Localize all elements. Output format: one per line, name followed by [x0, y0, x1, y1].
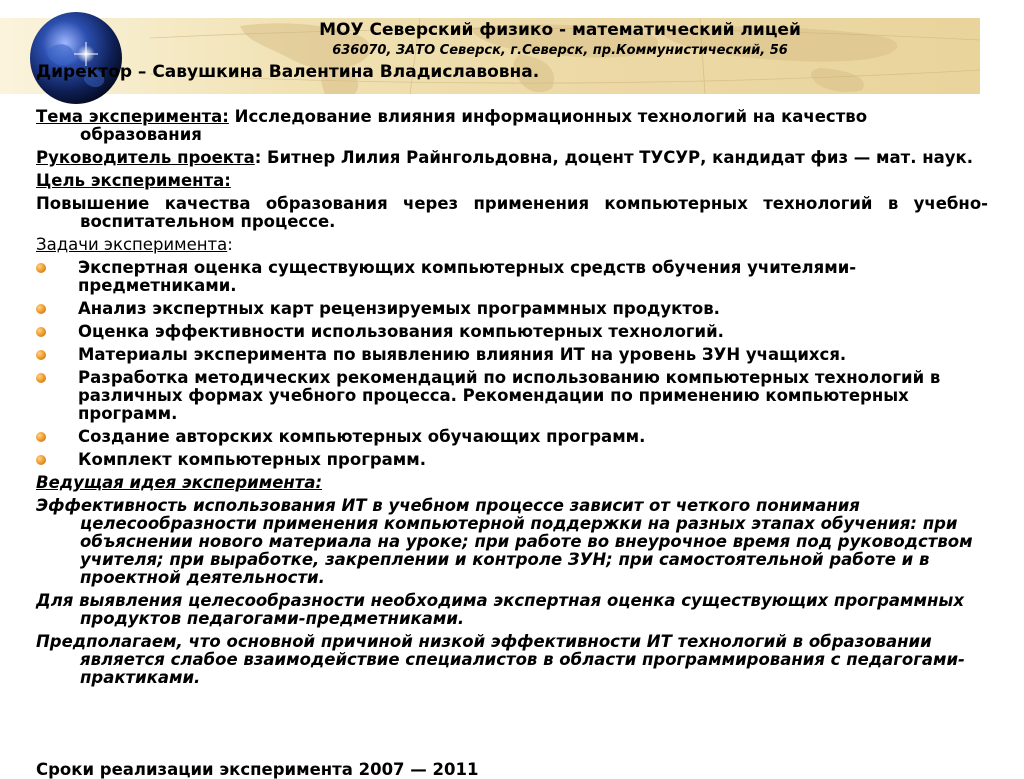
- task-item: [36, 300, 988, 318]
- goal-text: Повышение качества образования через применения компьютерных технологий в учебно-воспитательном процессе.: [36, 194, 988, 231]
- bullet-icon: [36, 432, 46, 442]
- leader-paragraph: [36, 149, 988, 167]
- footer-partial-text: Сроки реализации эксперимента 2007 — 2011: [36, 760, 479, 779]
- bullet-icon: [36, 263, 46, 273]
- bullet-icon: [36, 373, 46, 383]
- idea-heading: [36, 474, 988, 492]
- task-item: [36, 323, 988, 341]
- director-line: Директор – Савушкина Валентина Владиславовна.: [36, 62, 540, 82]
- task-item: [36, 451, 988, 469]
- task-text: Создание авторских компьютерных обучающих программ.: [78, 427, 646, 446]
- task-text: Разработка методических рекомендаций по использованию компьютерных технологий в различных формах учебного процесса. Рекомендации по применению компьютерных программ.: [78, 368, 941, 423]
- bullet-icon: [36, 327, 46, 337]
- idea-paragraph: Предполагаем, что основной причиной низкой эффективности ИТ технологий в образовании является слабое взаимодействие специалистов в области программирования с педагогами-практиками.: [36, 632, 965, 687]
- school-name: МОУ Северский физико - математический лицей: [319, 20, 801, 40]
- tasks-label: Задачи эксперимента: [36, 235, 228, 254]
- school-address: 636070, ЗАТО Северск, г.Северск, пр.Коммунистический, 56: [332, 43, 788, 58]
- bullet-icon: [36, 455, 46, 465]
- document-body: [36, 108, 988, 692]
- idea-paragraph: Эффективность использования ИТ в учебном процессе зависит от четкого понимания целесообразности применения компьютерной поддержки на разных этапах обучения: при объяснении нового материала на уроке; при работе во внеурочное время под руководством учителя; при выработке, закреплении и контроле ЗУН; при самостоятельной работе и в проектной деятельности.: [36, 496, 973, 587]
- task-text: Экспертная оценка существующих компьютерных средств обучения учителями-предметниками.: [78, 258, 857, 295]
- task-text: Оценка эффективности использования компьютерных технологий.: [78, 322, 724, 341]
- topic-label: Тема эксперимента:: [36, 107, 229, 126]
- task-item: [36, 346, 988, 364]
- globe-icon: [28, 10, 124, 106]
- task-item: [36, 369, 988, 423]
- task-item: [36, 259, 988, 295]
- tasks-heading: [36, 236, 988, 254]
- idea-paragraph: Для выявления целесообразности необходима экспертная оценка существующих программных продуктов педагогами-предметниками.: [36, 591, 964, 628]
- goal-label: Цель эксперимента:: [36, 171, 231, 190]
- leader-text: : Битнер Лилия Райнгольдовна, доцент ТУСУР, кандидат физ — мат. наук.: [254, 148, 974, 167]
- task-item: [36, 428, 988, 446]
- tasks-colon: :: [227, 235, 233, 254]
- bullet-icon: [36, 304, 46, 314]
- task-text: Анализ экспертных карт рецензируемых программных продуктов.: [78, 299, 720, 318]
- leader-label: Руководитель проекта: [36, 148, 255, 167]
- task-text: Материалы эксперимента по выявлению влияния ИТ на уровень ЗУН учащихся.: [78, 345, 847, 364]
- topic-text: Исследование влияния информационных технологий на качество образования: [80, 107, 868, 144]
- bullet-icon: [36, 350, 46, 360]
- idea-label: Ведущая идея эксперимента:: [36, 473, 323, 492]
- topic-paragraph: [36, 108, 988, 144]
- goal-heading: [36, 172, 988, 190]
- task-text: Комплект компьютерных программ.: [78, 450, 427, 469]
